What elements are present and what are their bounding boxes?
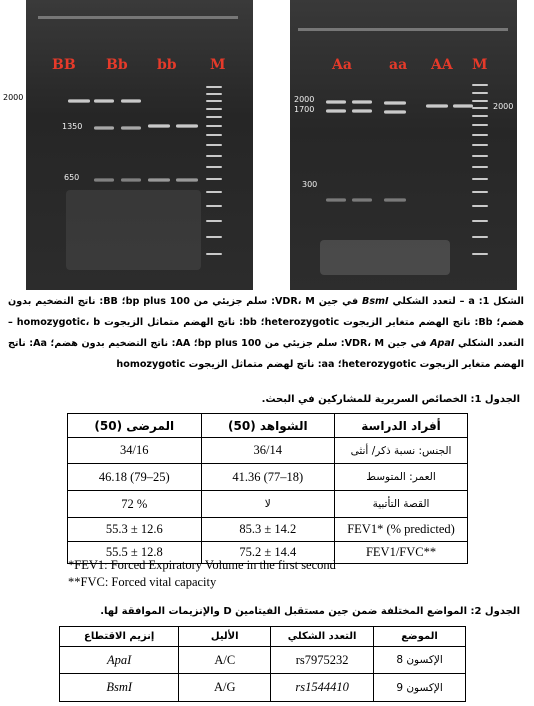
table-footnote: **FVC: Forced vital capacity (68, 575, 217, 589)
table-header-row (60, 627, 466, 647)
gel-band (68, 99, 90, 103)
lane-label: M (210, 57, 226, 73)
table-footnote: *FEV1: Forced Expiratory Volume in the first second (68, 558, 336, 572)
figure-caption (8, 291, 524, 375)
gel-smear (320, 240, 450, 275)
gel-band (326, 109, 346, 113)
caption-enzyme: ApaI (430, 338, 455, 349)
caption-text: في جين VDR، M: سلم جزيئي من 100 bp plus؛ BB: ناتج التضخيم بدون هضم؛ Bb: ناتج الهضم متغاير الزيجوت heterozygotic؛ bb: ناتج الهضم متماثل الزيجوت homozygotic، b – التعدد الشكلي (8, 296, 525, 349)
marker-size-label: 300 (302, 180, 318, 189)
gel-image-apai (290, 0, 517, 290)
header-cell: أفراد الدراسة (335, 414, 468, 438)
lane-label: AA (431, 57, 453, 73)
caption-enzyme: BsmI (362, 296, 389, 307)
lane-label: BB (52, 57, 76, 73)
caption-text: في جين VDR، M: سلم جزيئي من 100 bp plus؛ AA: ناتج التضخيم بدون هضم؛ Aa: ناتج الهضم متغاير الزيجوت heterozygotic؛ aa: ناتج لهضم متماثل الزيجوت homozygotic (8, 338, 524, 370)
marker-size-label: 1350 (62, 122, 83, 131)
marker-size-label: 2000 (493, 102, 514, 111)
gel-band (176, 178, 198, 182)
header-cell: الموضع (374, 627, 466, 647)
lane-label: Aa (332, 57, 352, 73)
gel-band (384, 110, 406, 114)
table-row: 72 % لا القصة التأتبية (68, 491, 468, 518)
gel-band (148, 124, 170, 128)
marker-size-label: 2000 (3, 93, 24, 102)
table-row: 55.3 ± 12.6 85.3 ± 14.2 FEV1* (% predicted) (68, 518, 468, 542)
table1-title: الجدول 1: الخصائص السريرية للمشاركين في البحث. (261, 394, 520, 405)
gel-band (326, 100, 346, 104)
gel-band (176, 124, 198, 128)
lane-label: bb (157, 57, 177, 73)
caption-text: الشكل 1: a – لتعدد الشكلي (392, 296, 524, 307)
marker-size-label: 2000 (294, 95, 315, 104)
table-row: ApaI A/C rs7975232 الإكسون 8 (60, 647, 466, 674)
gel-image-bsmi (26, 0, 253, 290)
gel-band (384, 198, 406, 202)
gel-smear (66, 190, 201, 270)
gel-band (352, 109, 372, 113)
header-cell: المرضى (50) (68, 414, 202, 438)
header-cell: الشواهد (50) (201, 414, 335, 438)
gel-wells (298, 28, 508, 31)
lane-label: M (472, 57, 488, 73)
gel-band (148, 178, 170, 182)
marker-size-label: 650 (64, 173, 80, 182)
table-vdr-loci (59, 626, 466, 702)
gel-band (326, 198, 346, 202)
gel-band (94, 178, 114, 182)
lane-label: Bb (106, 57, 128, 73)
gel-band (426, 104, 448, 108)
lane-label: aa (389, 57, 408, 73)
table-row: 46.18 (79–25) 41.36 (77–18) العمر: المتوسط (68, 464, 468, 491)
gel-band (352, 100, 372, 104)
gel-band (121, 99, 141, 103)
table-row: 34/16 36/14 الجنس: نسبة ذكر/ أنثى (68, 438, 468, 464)
table-row: 55.5 ± 12.8 75.2 ± 14.4 FEV1/FVC** (68, 542, 468, 564)
marker-size-label: 1700 (294, 105, 315, 114)
header-cell: إنزيم الاقتطاع (60, 627, 179, 647)
table-clinical-characteristics (67, 413, 468, 564)
gel-band (121, 126, 141, 130)
table2-title: الجدول 2: المواضع المختلفة ضمن جين مستقبل الفيتامين D والإنزيمات الموافقة لها. (100, 606, 520, 617)
gel-band (121, 178, 141, 182)
gel-band (352, 198, 372, 202)
table-header-row (68, 414, 468, 438)
gel-wells (38, 16, 238, 19)
header-cell: التعدد الشكلي (271, 627, 374, 647)
gel-band (384, 101, 406, 105)
gel-band (94, 126, 114, 130)
table-row: BsmI A/G rs1544410 الإكسون 9 (60, 674, 466, 702)
header-cell: الأليل (179, 627, 271, 647)
gel-band (453, 104, 473, 108)
gel-band (94, 99, 114, 103)
